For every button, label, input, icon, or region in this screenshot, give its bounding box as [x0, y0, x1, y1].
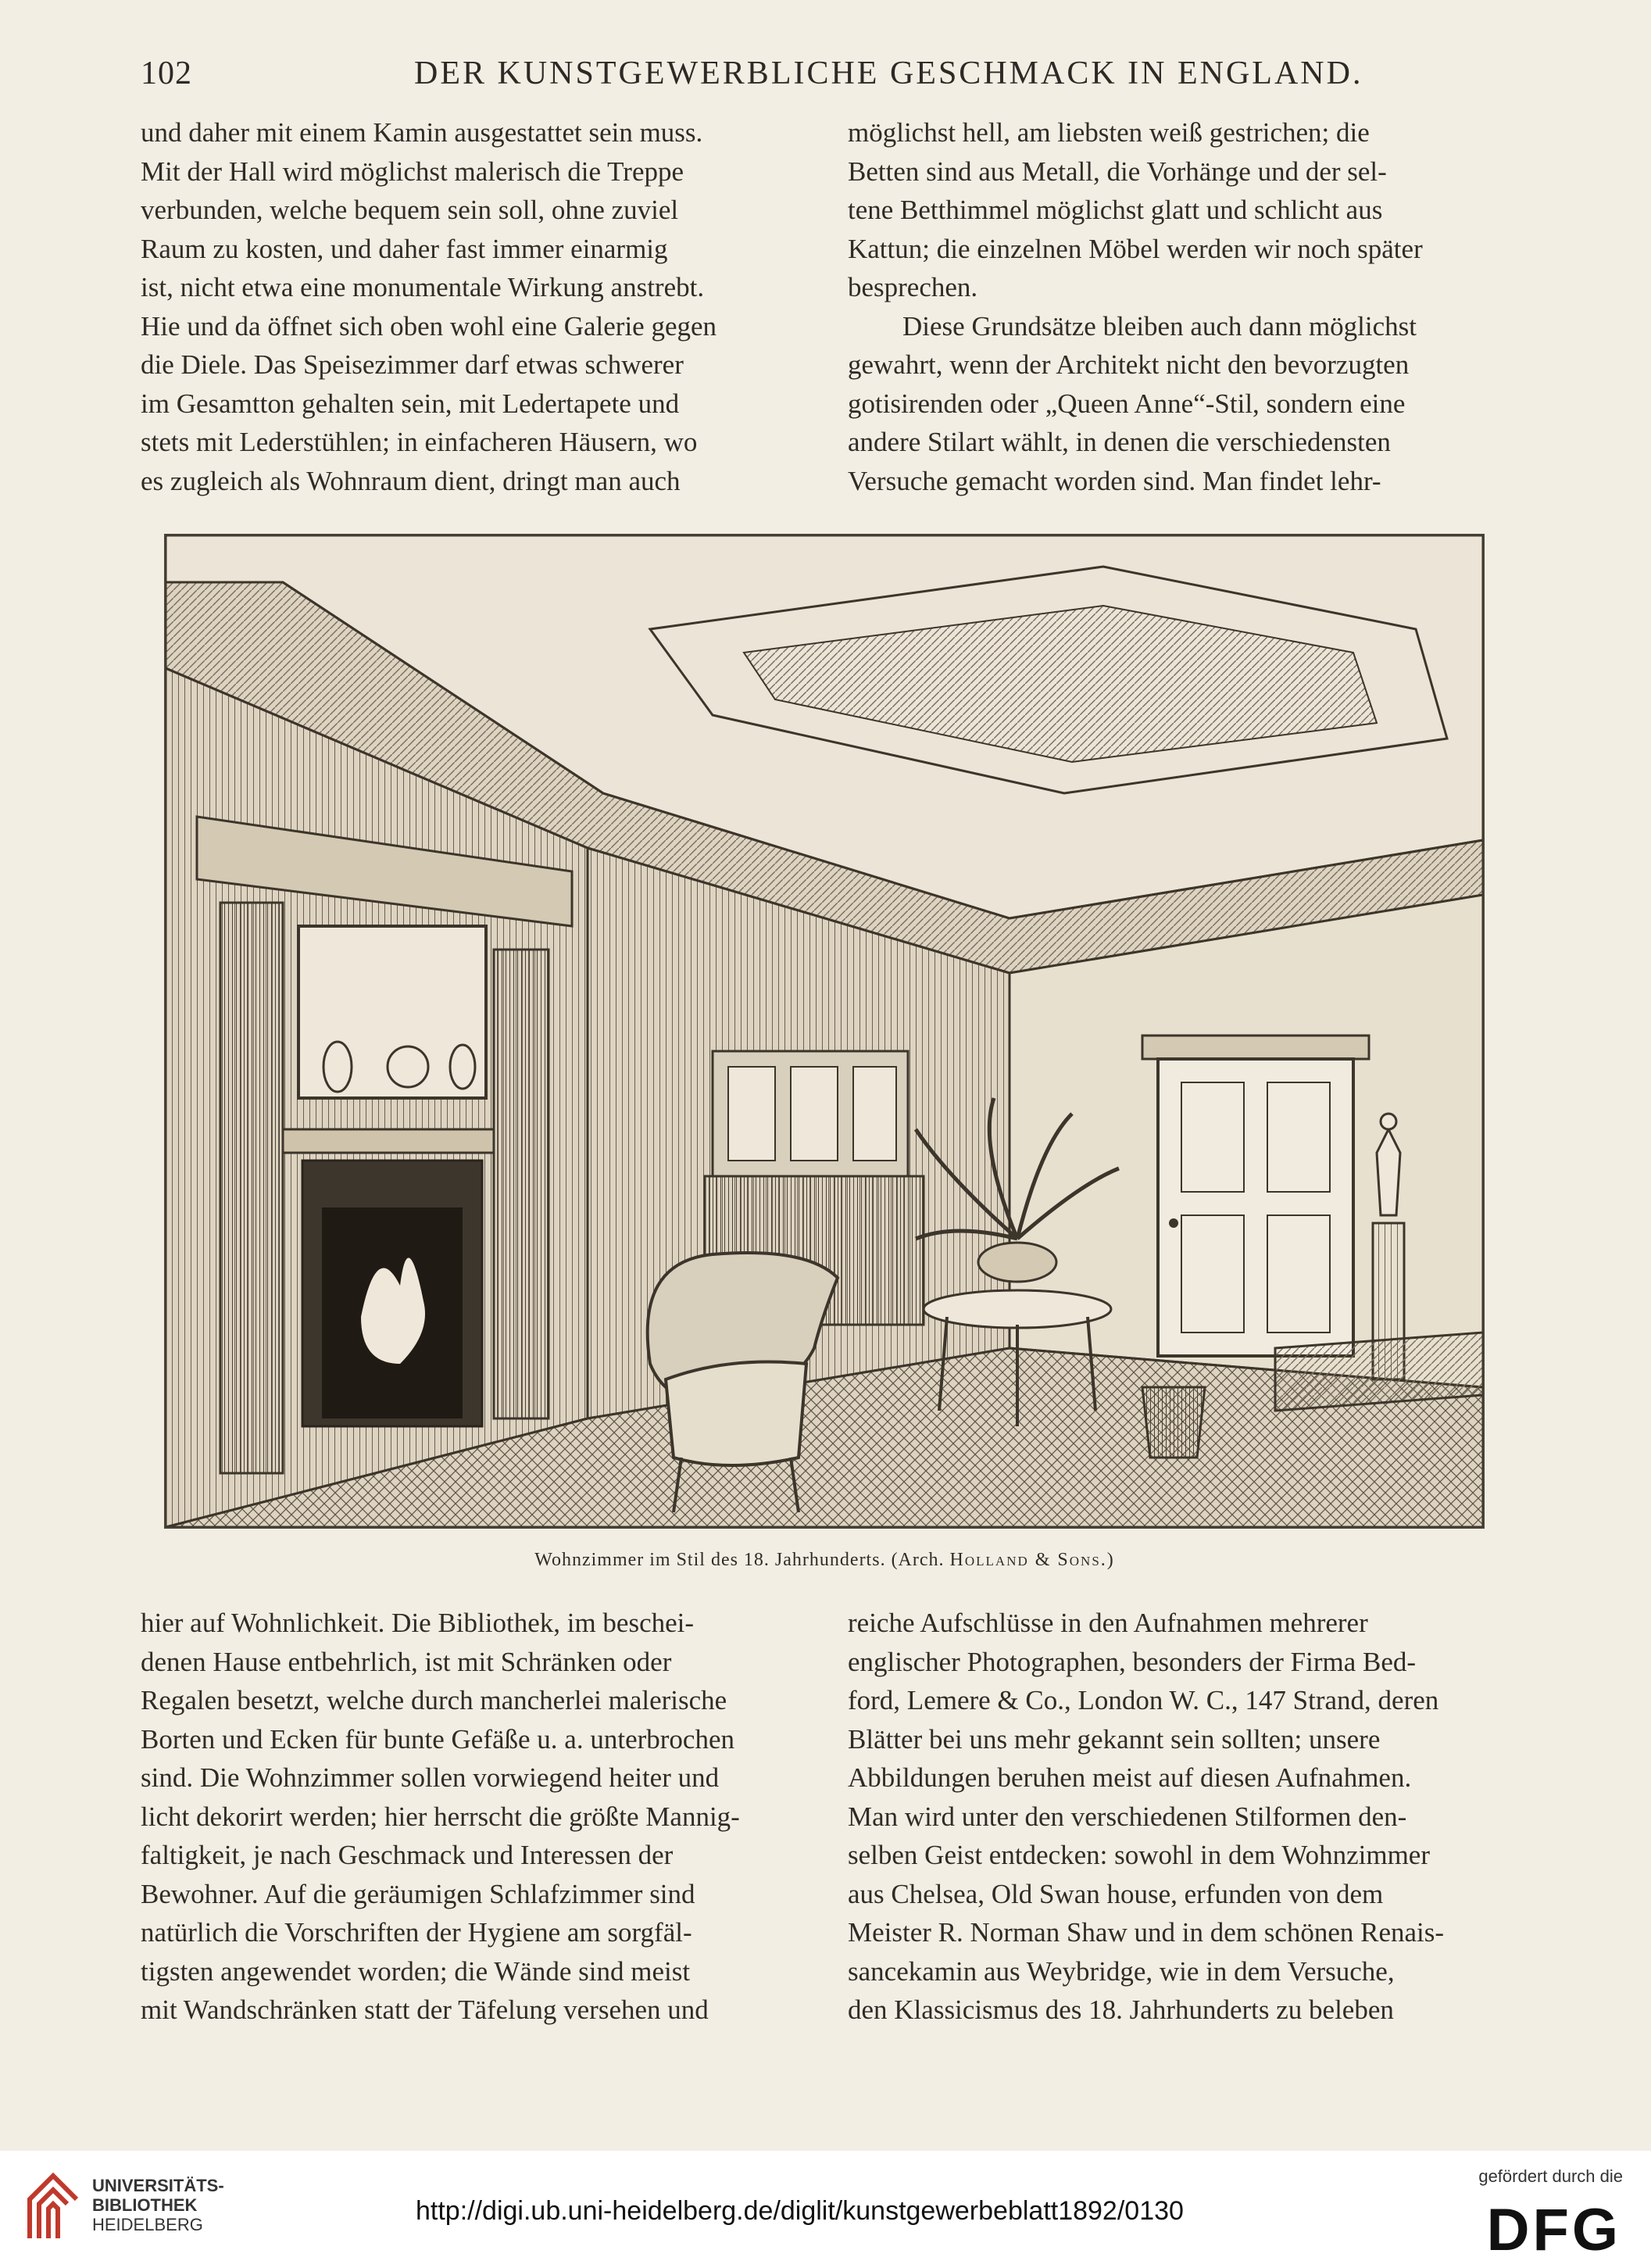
text-line: licht dekorirt werden; hier herrscht die größte Mannig-: [141, 1801, 740, 1832]
library-name: [92, 2176, 224, 2234]
text-line: den Klassicismus des 18. Jahrhunderts zu beleben: [848, 1994, 1394, 2025]
text-line: Versuche gemacht worden sind. Man findet lehr-: [848, 465, 1381, 496]
text-line: andere Stilart wählt, in denen die verschiedensten: [848, 427, 1391, 457]
text-line: Hie und da öffnet sich oben wohl eine Galerie gegen: [141, 310, 717, 342]
text-line: verbunden, welche bequem sein soll, ohne zuviel: [141, 195, 679, 225]
text-line: Meister R. Norman Shaw und in dem schönen Renais-: [848, 1917, 1445, 1948]
running-title: DER KUNSTGEWERBLICHE GESCHMACK IN ENGLAND.: [414, 55, 1363, 91]
engraving-living-room-18th-century: [166, 535, 1483, 1527]
text-line: sind. Die Wohnzimmer sollen vorwiegend heiter und: [141, 1762, 720, 1793]
text-line: Bewohner. Auf die geräumigen Schlafzimmer sind: [141, 1878, 695, 1909]
digitization-footer: [0, 2151, 1651, 2268]
text-line: hier auf Wohnlichkeit. Die Bibliothek, im beschei-: [141, 1608, 695, 1638]
library-line: HEIDELBERG: [92, 2215, 203, 2234]
library-line: UNIVERSITÄTS-: [92, 2176, 224, 2195]
text-column-bottom-left: [141, 1604, 801, 2030]
dfg-logo[interactable]: DFG: [1486, 2197, 1621, 2263]
text-line: englischer Photographen, besonders der Firma Bed-: [848, 1646, 1417, 1677]
funded-by-label: gefördert durch die: [1478, 2166, 1623, 2186]
text-line: und daher mit einem Kamin ausgestattet sein muss.: [141, 117, 703, 148]
text-line: ford, Lemere & Co., London W. C., 147 Strand, deren: [848, 1685, 1439, 1715]
running-header: [141, 55, 1516, 102]
text-line: besprechen.: [848, 272, 978, 302]
text-line: aus Chelsea, Old Swan house, erfunden von dem: [848, 1878, 1384, 1909]
page-number: 102: [141, 55, 192, 91]
text-column-top-right: [848, 113, 1508, 500]
text-line: reiche Aufschlüsse in den Aufnahmen mehrerer: [848, 1608, 1368, 1638]
library-line: BIBLIOTHEK: [92, 2195, 198, 2215]
text-line: Betten sind aus Metall, die Vorhänge und der sel-: [848, 156, 1387, 187]
text-line: selben Geist entdecken: sowohl in dem Wohnzimmer: [848, 1840, 1430, 1870]
text-line: faltigkeit, je nach Geschmack und Interessen der: [141, 1840, 674, 1870]
text-line: Raum zu kosten, und daher fast immer einarmig: [141, 233, 668, 264]
text-line: gotisirenden oder „Queen Anne“-Stil, sondern eine: [848, 388, 1406, 419]
text-line: Abbildungen beruhen meist auf diesen Aufnahmen.: [848, 1762, 1412, 1793]
engraving-illustration: [164, 534, 1485, 1529]
text-line: Blätter bei uns mehr gekannt sein sollten; unsere: [848, 1723, 1381, 1755]
text-line: ist, nicht etwa eine monumentale Wirkung anstrebt.: [141, 272, 705, 302]
caption-close: ): [1106, 1550, 1114, 1570]
text-line: tigsten angewendet worden; die Wände sind meist: [141, 1955, 691, 1987]
permalink-url[interactable]: http://digi.ub.uni-heidelberg.de/diglit/kunstgewerbeblatt1892/0130: [416, 2196, 1184, 2226]
text-line: stets mit Lederstühlen; in einfacheren Häusern, wo: [141, 427, 698, 457]
text-line: mit Wandschränken statt der Täfelung versehen und: [141, 1994, 709, 2025]
ub-heidelberg-logo-icon[interactable]: [22, 2168, 84, 2246]
text-line: im Gesamtton gehalten sein, mit Ledertapete und: [141, 388, 680, 419]
text-line: Mit der Hall wird möglichst malerisch die Treppe: [141, 156, 684, 187]
text-column-bottom-right: [848, 1604, 1508, 2030]
text-line: Borten und Ecken für bunte Gefäße u. a. unterbrochen: [141, 1723, 734, 1755]
text-line: tene Betthimmel möglichst glatt und schlicht aus: [848, 195, 1383, 225]
text-line: denen Hause entbehrlich, ist mit Schränken oder: [141, 1646, 672, 1677]
text-line: Man wird unter den verschiedenen Stilformen den-: [848, 1801, 1407, 1832]
caption-architect: Holland & Sons.: [949, 1550, 1107, 1570]
text-line: die Diele. Das Speisezimmer darf etwas schwerer: [141, 349, 684, 380]
text-line: natürlich die Vorschriften der Hygiene am sorgfäl-: [141, 1917, 692, 1948]
text-line: möglichst hell, am liebsten weiß gestrichen; die: [848, 117, 1370, 148]
caption-text: Wohnzimmer im Stil des 18. Jahrhunderts. (Arch.: [534, 1550, 950, 1570]
text-column-top-left: [141, 113, 801, 500]
text-line: es zugleich als Wohnraum dient, dringt man auch: [141, 465, 681, 496]
text-line: Kattun; die einzelnen Möbel werden wir noch später: [848, 233, 1423, 264]
text-line: sancekamin aus Weybridge, wie in dem Versuche,: [848, 1955, 1395, 1987]
text-line: gewahrt, wenn der Architekt nicht den bevorzugten: [848, 349, 1410, 380]
text-line: Diese Grundsätze bleiben auch dann möglichst: [902, 310, 1417, 342]
text-line: Regalen besetzt, welche durch mancherlei malerische: [141, 1685, 727, 1715]
figure-caption: [164, 1550, 1485, 1571]
